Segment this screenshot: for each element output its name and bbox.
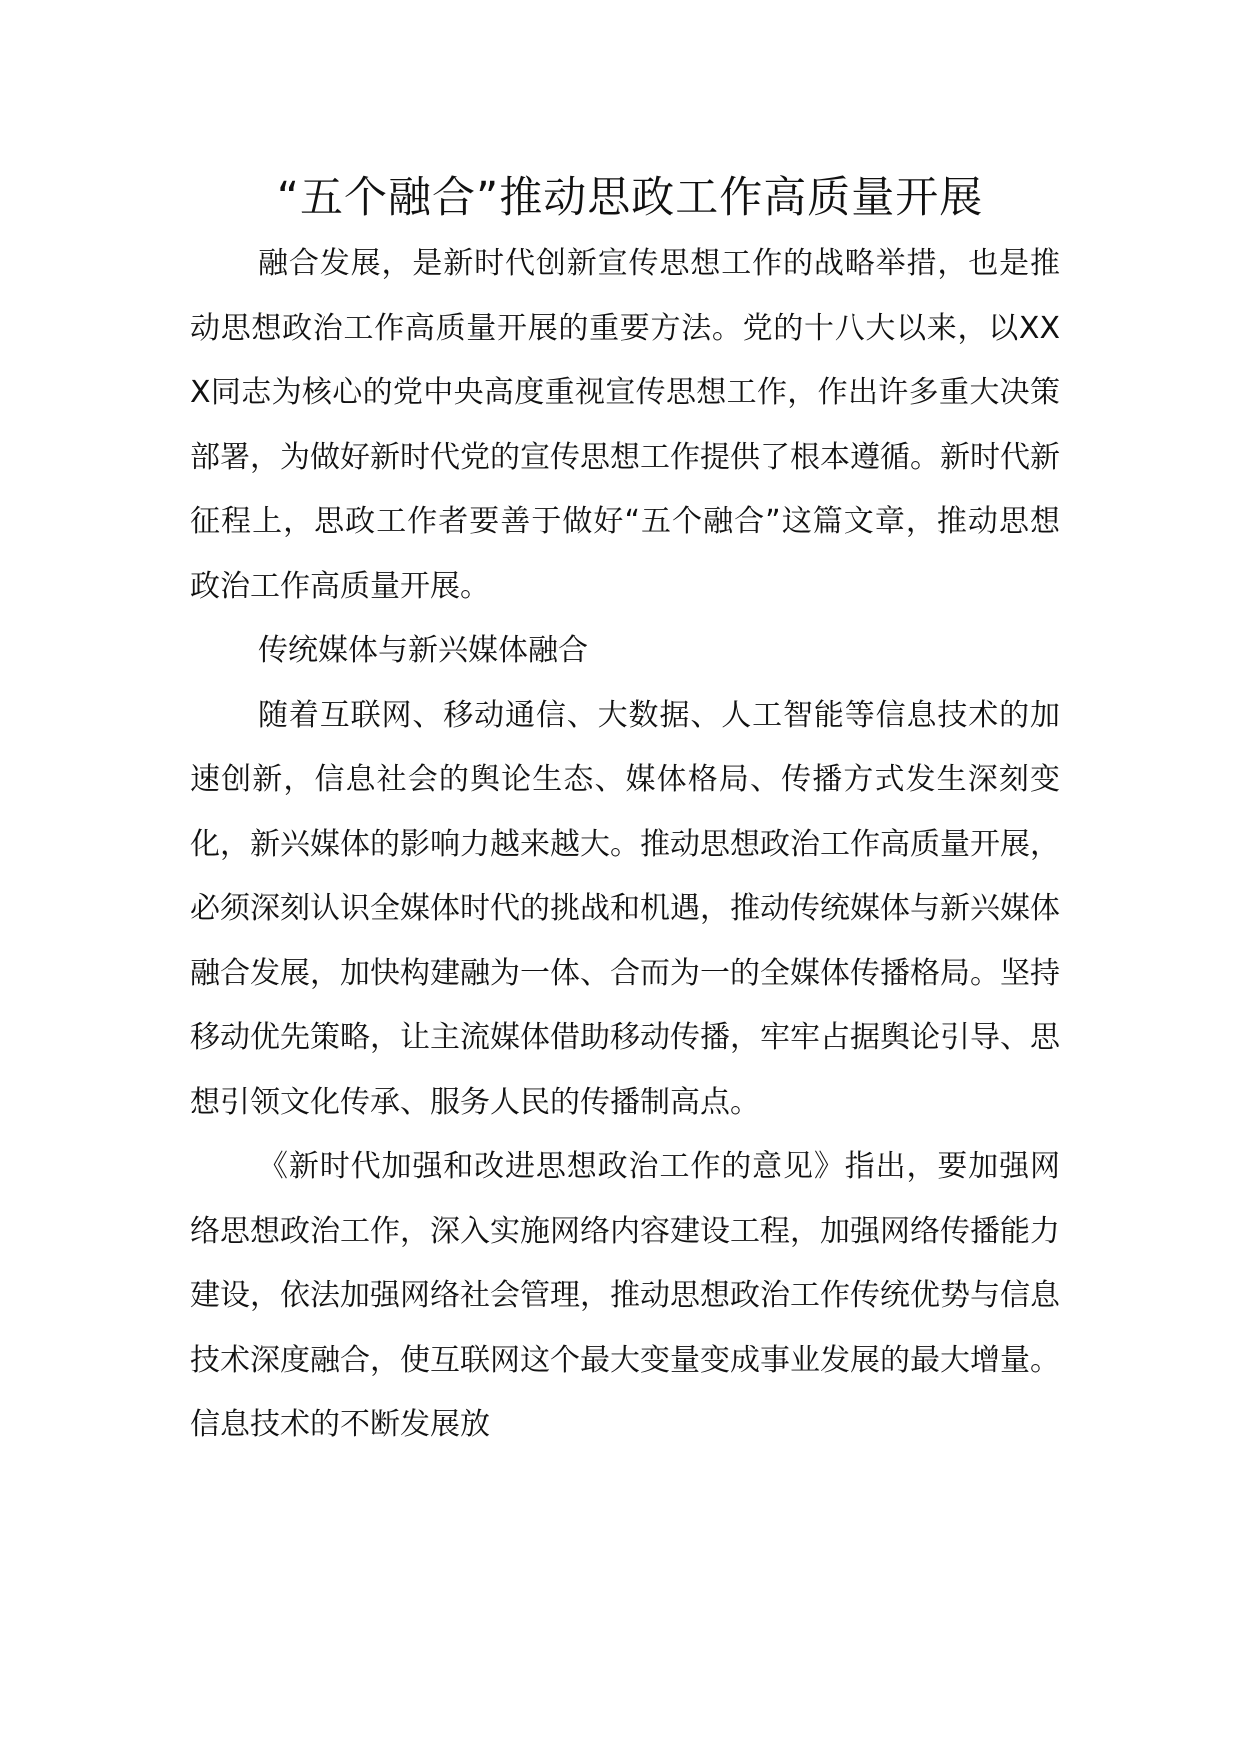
- document-body: [190, 232, 1060, 1458]
- paragraph-intro: 融合发展，是新时代创新宣传思想工作的战略举措，也是推动思想政治工作高质量开展的重要方法。党的十八大以来，以XXX同志为核心的党中央高度重视宣传思想工作，作出许多重大决策部署，为做好新时代党的宣传思想工作提供了根本遵循。新时代新征程上，思政工作者要善于做好“五个融合”这篇文章，推动思想政治工作高质量开展。: [190, 246, 1060, 604]
- section-heading: 传统媒体与新兴媒体融合: [258, 633, 588, 668]
- document-title: “五个融合”推动思政工作高质量开展: [276, 173, 984, 223]
- paragraph-opinion: 《新时代加强和改进思想政治工作的意见》指出，要加强网络思想政治工作，深入实施网络内容建设工程，加强网络传播能力建设，依法加强网络社会管理，推动思想政治工作传统优势与信息技术深度融合，使互联网这个最大变量变成事业发展的最大增量。信息技术的不断发展放: [190, 1149, 1060, 1442]
- paragraph-media-fusion: 随着互联网、移动通信、大数据、人工智能等信息技术的加速创新，信息社会的舆论生态、媒体格局、传播方式发生深刻变化，新兴媒体的影响力越来越大。推动思想政治工作高质量开展，必须深刻认识全媒体时代的挑战和机遇，推动传统媒体与新兴媒体融合发展，加快构建融为一体、合而为一的全媒体传播格局。坚持移动优先策略，让主流媒体借助移动传播，牢牢占据舆论引导、思想引领文化传承、服务人民的传播制高点。: [190, 697, 1060, 1120]
